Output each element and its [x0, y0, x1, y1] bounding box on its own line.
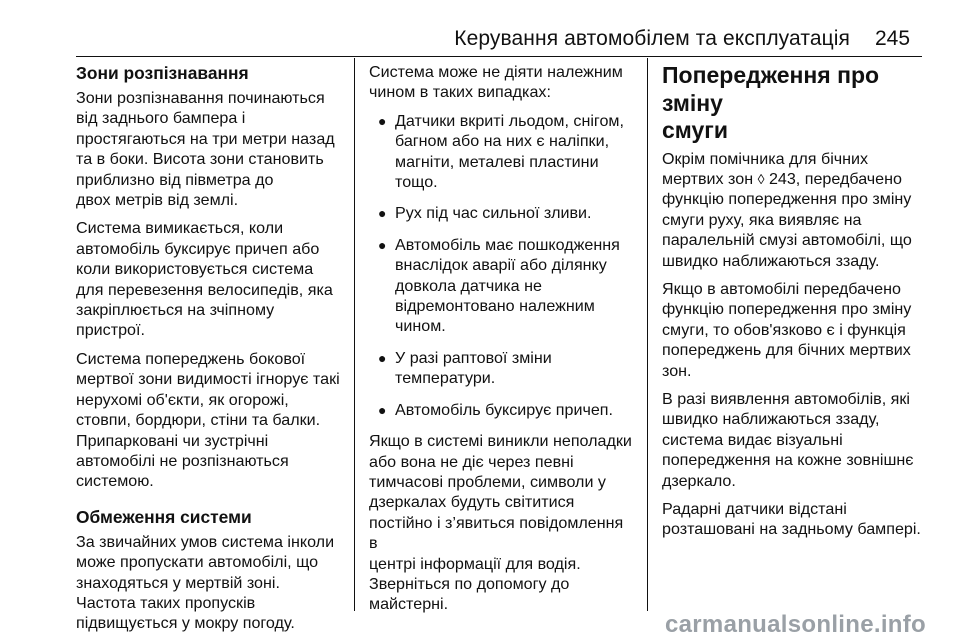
section-heading-detection-zones: Зони розпізнавання — [76, 63, 249, 83]
malfunction-conditions-list — [369, 111, 635, 420]
header-rule — [76, 56, 922, 57]
running-title: Керування автомобілем та експлуатація — [454, 27, 850, 50]
paragraph-lane-change-intro: Окрім помічника для бічних мертвих зон ◊ 243, передбачено функцію попередження про зміну смуги руху, яка виявляє на паралельній смузі автомобілі, що швидко наближаються ззаду. — [662, 149, 912, 270]
page-number: 245 — [875, 27, 911, 50]
paragraph-malfunction-intro: Система може не діяти належним чином в таких випадках: — [369, 63, 623, 102]
paragraph-radar-sensors: Радарні датчики відстані розташовані на задньому бампері. — [662, 500, 921, 539]
bullet-icon: ● — [378, 349, 387, 366]
column-right — [662, 62, 922, 548]
paragraph-malfunction-warning: Якщо в системі виникли неполадки або вона не діє через певні тимчасові проблеми, символи у дзеркалах будуть світитися постійно і з’явиться повідомлення в центрі інформації для водія. Зверніться по допомогу до майстерні. — [369, 432, 632, 614]
list-item: ● У разі раптової зміни температури. — [378, 348, 552, 388]
column-divider-1 — [354, 58, 355, 611]
section-heading-lane-change-alert: Попередження про зміну смуги — [662, 62, 880, 143]
bullet-icon: ● — [378, 401, 387, 418]
list-item: ● Датчики вкриті льодом, снігом, багном або на них є наліпки, магніти, металеві пластини тощо. — [378, 111, 624, 192]
list-item: ● Рух під час сильної зливи. — [378, 204, 592, 223]
list-item: ● Автомобіль має пошкодження внаслідок аварії або ділянку довкола датчика не відремонтовано належним чином. — [378, 235, 620, 336]
watermark-text: carmanualsonline.info — [665, 611, 927, 638]
paragraph-ignored-objects: Система попереджень бокової мертвої зони видимості ігнорує такі нерухомі об'єкти, як огорожі, стовпи, бордюри, стіни та балки. Припарковані чи зустрічні автомобілі не розпізнаються системою. — [76, 349, 340, 491]
paragraph-visual-warnings: В разі виявлення автомобілів, які швидко наближаються ззаду, система видає візуальні попередження на кожне зовнішнє дзеркало. — [662, 389, 914, 490]
column-middle — [369, 62, 635, 623]
column-left — [76, 62, 346, 642]
bullet-icon: ● — [378, 236, 387, 253]
paragraph-system-disabled: Система вимикається, коли автомобіль буксирує причеп або коли використовується система для перевезення велосипедів, яка закріплюється на зчіпному пристрої. — [76, 219, 333, 340]
bullet-icon: ● — [378, 205, 387, 222]
list-item: ● Автомобіль буксирує причеп. — [378, 400, 613, 419]
cross-reference-arrow-icon[interactable]: ◊ — [757, 170, 765, 187]
section-heading-system-limits: Обмеження системи — [76, 506, 252, 527]
page-header — [0, 0, 960, 56]
column-divider-2 — [647, 58, 648, 611]
paragraph-missed-vehicles: За звичайних умов система інколи може пропускати автомобілі, що знаходяться у мертвій зоні. Частота таких пропусків підвищується у мокру погоду. — [76, 532, 335, 633]
bullet-icon: ● — [378, 112, 387, 129]
paragraph-lane-change-availability: Якщо в автомобілі передбачено функцію попередження про зміну смуги, то обов'язково є і функція попереджень для бічних мертвих зон. — [662, 279, 912, 380]
paragraph-zones-extent: Зони розпізнавання починаються від заднього бампера і простягаються на три метри назад та в боки. Висота зони становить приблизно від півметра до двох метрів від землі. — [76, 89, 335, 210]
